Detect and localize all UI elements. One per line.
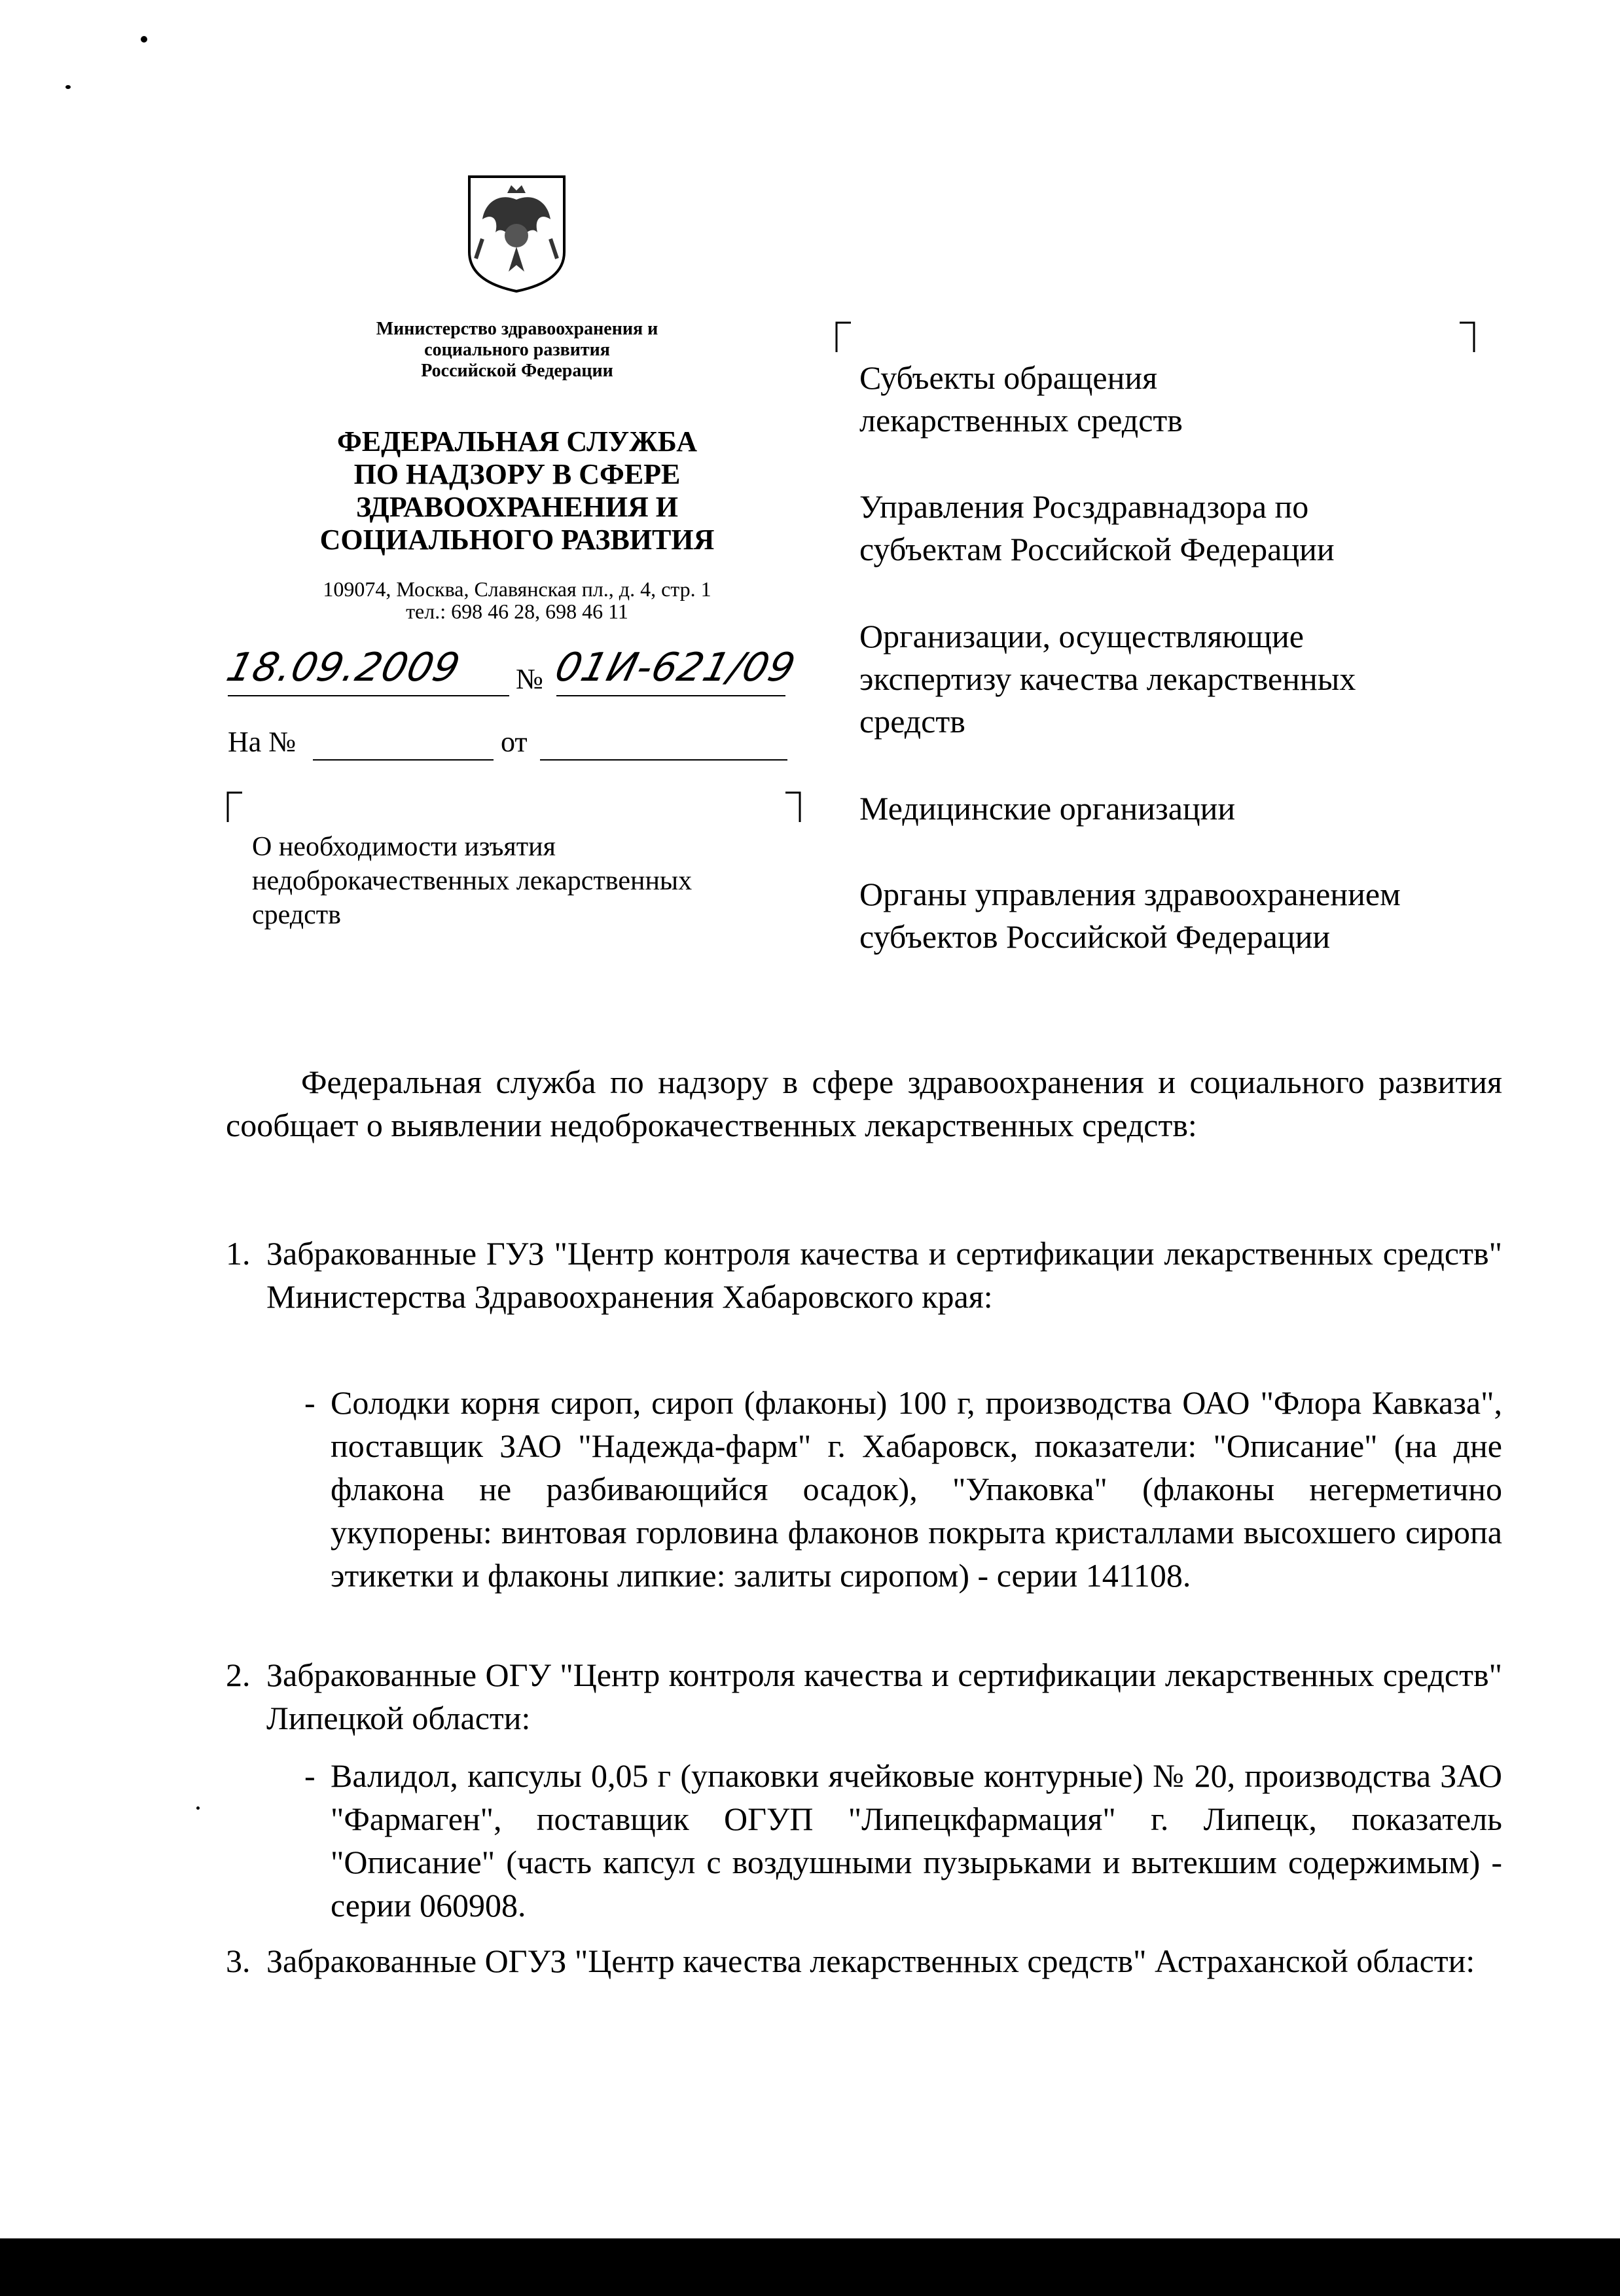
dash-marker: -	[304, 1757, 315, 1794]
number-underline	[556, 695, 785, 696]
recipient-line: лекарственных средств	[859, 402, 1183, 439]
recipient-line: Организации, осуществляющие	[859, 618, 1305, 655]
date-underline	[228, 695, 509, 696]
recipient-line: Субъекты обращения	[859, 359, 1158, 396]
dash-marker: -	[304, 1384, 315, 1421]
item-number: 1.	[226, 1235, 251, 1272]
recipient-block	[859, 873, 1547, 958]
intro-paragraph: Федеральная служба по надзору в сфере здравоохранения и социального развития сообщает о выявлении недоброкачественных лекарственных средств:	[226, 1064, 1502, 1143]
scan-bottom-border	[0, 2238, 1620, 2296]
ministry-line: Министерство здравоохранения и	[376, 319, 658, 339]
list-item	[226, 1939, 1502, 1982]
service-line: СОЦИАЛЬНОГО РАЗВИТИЯ	[319, 524, 715, 556]
phone-line: тел.: 698 46 28, 698 46 11	[406, 600, 628, 623]
recipient-block	[859, 615, 1547, 743]
scan-speck	[141, 36, 147, 43]
recipient-line: экспертизу качества лекарственных	[859, 660, 1356, 697]
scan-speck	[196, 1806, 200, 1810]
sub-item-text: Солодки корня сироп, сироп (флаконы) 100 г, производства ОАО "Флора Кавказа", поставщик ЗАО "Надежда-фарм" г. Хабаровск, показатели: "Описание" (на дне флакона не разбивающийся осадок), "Упаковка" (флаконы негерметично укупорены: винтовая горловина флаконов покрыта кристаллами высохшего сиропа этикетки и флаконы липкие: залиты сиропом) - серии 141108.	[331, 1384, 1502, 1594]
reply-number-label: На №	[228, 726, 297, 758]
letter-subject	[252, 830, 815, 932]
coat-of-arms-emblem	[463, 173, 571, 295]
recipient-line: средств	[859, 703, 965, 740]
item-number: 3.	[226, 1943, 251, 1979]
sub-item	[304, 1754, 1502, 1927]
ministry-line: социального развития	[424, 340, 610, 360]
subject-line: средств	[252, 900, 341, 930]
recipient-block	[859, 787, 1547, 830]
list-item	[226, 1653, 1502, 1740]
reply-date-blank	[540, 759, 787, 761]
service-address	[209, 578, 825, 622]
item-text: Забракованные ОГУ "Центр контроля качества и сертификации лекарственных средств" Липецкой области:	[266, 1657, 1502, 1736]
reply-number-blank	[313, 759, 494, 761]
recipient-line: субъектам Российской Федерации	[859, 531, 1335, 567]
service-line: ЗДРАВООХРАНЕНИЯ И	[355, 491, 678, 523]
ministry-line: Российской Федерации	[421, 361, 613, 381]
ministry-name	[209, 319, 825, 382]
recipient-line: Медицинские организации	[859, 790, 1236, 827]
subject-line: О необходимости изъятия	[252, 832, 556, 862]
scan-speck	[65, 85, 71, 89]
recipient-block	[859, 357, 1547, 442]
service-line: ПО НАДЗОРУ В СФЕРЕ	[353, 458, 681, 490]
list-item	[226, 1232, 1502, 1318]
reply-date-label: от	[501, 726, 528, 758]
recipient-line: Управления Росздравнадзора по	[859, 488, 1309, 525]
service-name	[209, 425, 825, 556]
subject-line: недоброкачественных лекарственных	[252, 866, 693, 896]
handwritten-date: 18.09.2009	[222, 645, 465, 691]
recipient-brackets	[835, 321, 1476, 353]
recipient-line: субъектов Российской Федерации	[859, 918, 1331, 955]
number-sign: №	[516, 663, 543, 695]
service-line: ФЕДЕРАЛЬНАЯ СЛУЖБА	[337, 425, 697, 457]
recipient-line: Органы управления здравоохранением	[859, 876, 1401, 912]
item-text: Забракованные ГУЗ "Центр контроля качества и сертификации лекарственных средств" Министерства Здравоохранения Хабаровского края:	[266, 1235, 1502, 1315]
recipient-block	[859, 486, 1547, 571]
sub-item-text: Валидол, капсулы 0,05 г (упаковки ячейковые контурные) № 20, производства ЗАО "Фармаген", поставщик ОГУП "Липецкфармация" г. Липецк, показатель "Описание" (часть капсул с воздушными пузырьками и вытекшим содержимым) - серии 060908.	[331, 1757, 1502, 1924]
handwritten-number: 01И-621/09	[550, 645, 801, 691]
item-text: Забракованные ОГУЗ "Центр качества лекарственных средств" Астраханской области:	[266, 1943, 1475, 1979]
sub-item	[304, 1381, 1502, 1597]
subject-brackets	[226, 791, 802, 823]
address-line: 109074, Москва, Славянская пл., д. 4, стр. 1	[323, 577, 711, 601]
item-number: 2.	[226, 1657, 251, 1693]
